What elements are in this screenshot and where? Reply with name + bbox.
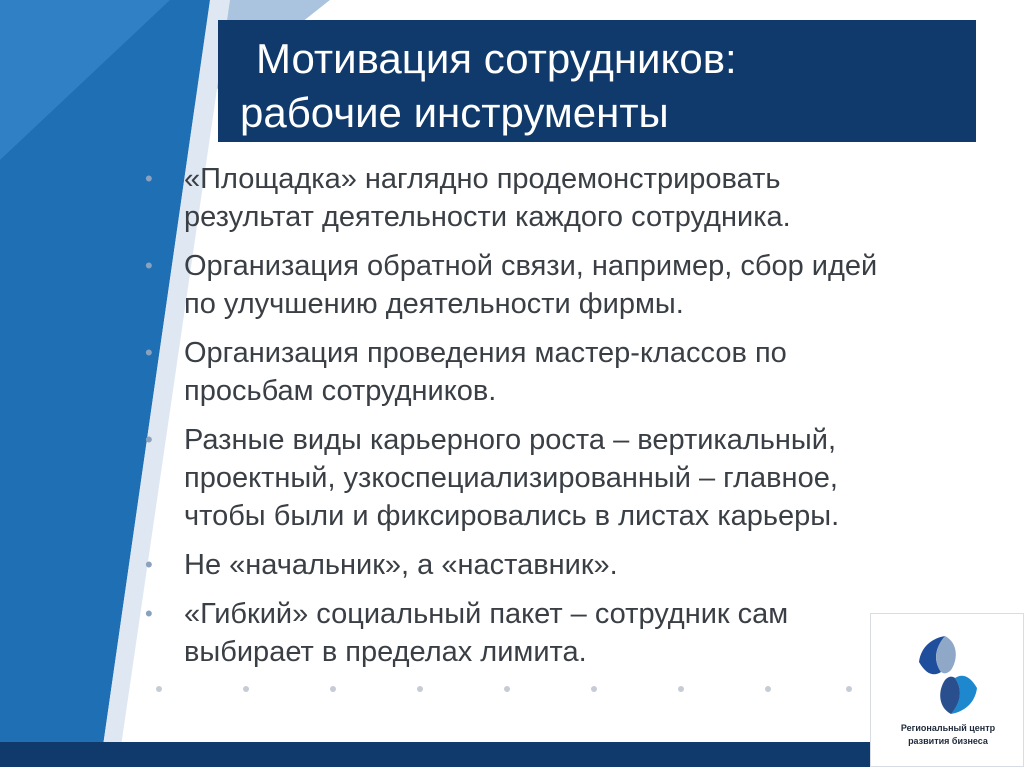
decor-dot xyxy=(591,686,597,692)
bullet-line: выбирает в пределах лимита. xyxy=(184,636,587,668)
bullet-line: по улучшению деятельности фирмы. xyxy=(184,288,684,320)
rcrb-logo-icon xyxy=(911,632,985,718)
bullet-dot-icon: • xyxy=(145,552,153,577)
bullet-item xyxy=(143,160,1023,236)
bullet-dot-icon: • xyxy=(145,253,153,278)
decorative-dots xyxy=(156,686,856,696)
decor-dot xyxy=(504,686,510,692)
bullet-line: «Гибкий» социальный пакет – сотрудник сам xyxy=(184,598,789,630)
bullet-line: Организация проведения мастер-классов по xyxy=(184,337,787,369)
bullet-item xyxy=(143,247,1023,323)
logo-caption-line-2: развития бизнеса xyxy=(908,736,988,746)
bullet-line: просьбам сотрудников. xyxy=(184,375,497,407)
logo xyxy=(870,613,1024,767)
bullet-item xyxy=(143,546,1023,584)
decor-dot xyxy=(156,686,162,692)
bullet-line: Не «начальник», а «наставник». xyxy=(184,549,618,581)
bullet-line: «Площадка» наглядно продемонстрировать xyxy=(184,163,781,195)
bullet-line: Организация обратной связи, например, сбор идей xyxy=(184,250,878,282)
bullet-dot-icon: • xyxy=(145,427,153,452)
logo-caption xyxy=(871,722,1024,748)
title-line-2: рабочие инструменты xyxy=(240,89,669,136)
logo-caption-line-1: Региональный центр xyxy=(900,723,996,733)
decor-dot xyxy=(417,686,423,692)
bullet-line: Разные виды карьерного роста – вертикальный, xyxy=(184,424,837,456)
bullet-item xyxy=(143,334,1023,410)
decor-dot xyxy=(765,686,771,692)
decor-dot xyxy=(243,686,249,692)
bullet-line: результат деятельности каждого сотрудника. xyxy=(184,201,791,233)
decor-dot xyxy=(846,686,852,692)
bullet-dot-icon: • xyxy=(145,166,153,191)
decor-dot xyxy=(330,686,336,692)
slide-title xyxy=(218,20,976,142)
bullet-line: чтобы были и фиксировались в листах карьеры. xyxy=(184,500,840,532)
bullet-item xyxy=(143,421,1023,535)
bullet-dot-icon: • xyxy=(145,601,153,626)
title-line-1: Мотивация сотрудников: xyxy=(256,35,737,82)
decor-dot xyxy=(678,686,684,692)
bullet-list xyxy=(143,160,1023,682)
bullet-dot-icon: • xyxy=(145,340,153,365)
bullet-line: проектный, узкоспециализированный – главное, xyxy=(184,462,838,494)
